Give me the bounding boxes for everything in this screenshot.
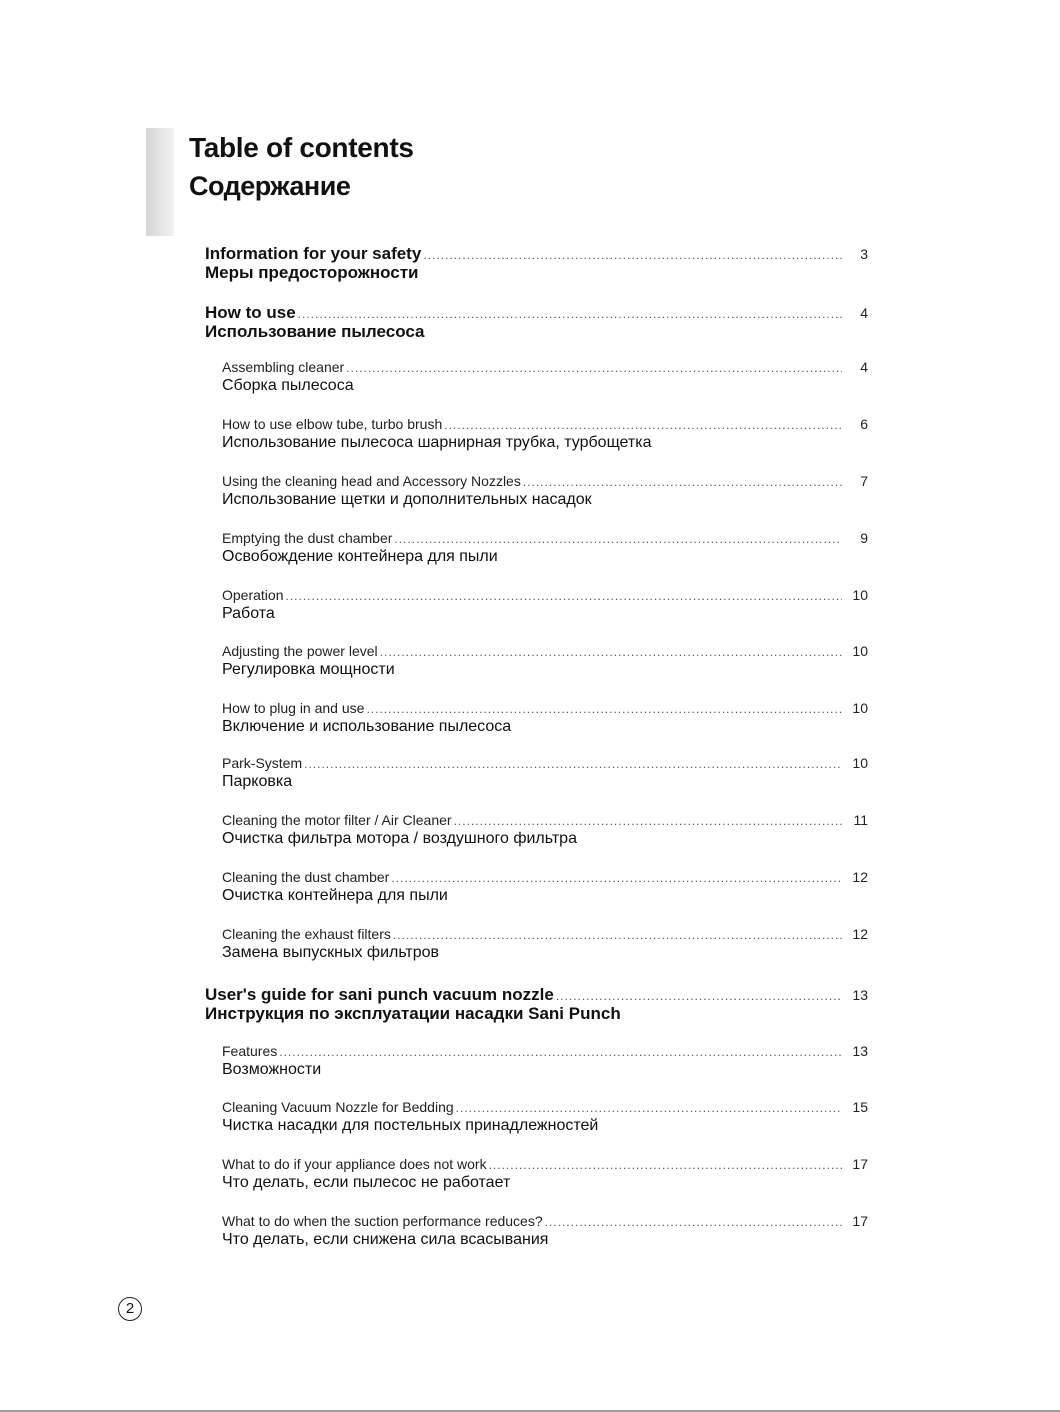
toc-entry-title-russian: Что делать, если снижена сила всасывания [222,1231,549,1248]
toc-entry-title-russian: Очистка контейнера для пыли [222,887,448,904]
toc-entry-title: What to do if your appliance does not work [222,1156,487,1172]
toc-entry-page: 12 [852,869,868,885]
toc-entry-title: Features [222,1043,278,1059]
toc-entry-title: How to use elbow tube, turbo brush [222,416,443,432]
toc-entry-line [222,812,868,828]
toc-entry-title: How to use [205,303,296,322]
toc-entry [205,244,868,284]
toc-entry-page: 13 [852,987,868,1003]
toc-entry-line [222,1043,868,1059]
toc-entry-title-russian: Меры предосторожности [205,263,419,282]
toc-entry [222,1156,868,1196]
dot-leader [394,532,842,546]
toc-entry-line [205,244,868,264]
toc-entry-title-russian: Работа [222,605,275,622]
toc-entry [222,812,868,852]
toc-entry-line [222,359,868,375]
toc-entry-title: What to do when the suction performance reduces? [222,1213,543,1229]
dot-leader [444,418,842,432]
toc-entry [222,1099,868,1139]
dot-leader [523,475,842,489]
toc-entry-page: 17 [852,1213,868,1229]
dot-leader [556,989,842,1003]
dot-leader [298,307,842,321]
toc-entry [222,1043,868,1083]
toc-entry [222,755,868,795]
toc-entry-title-russian: Инструкция по эксплуатации насадки Sani Punch [205,1004,621,1023]
toc-entry-title: Cleaning the exhaust filters [222,926,391,942]
toc-entry-title-russian: Использование щетки и дополнительных насадок [222,491,592,508]
dot-leader [456,1101,842,1115]
toc-entry-line [222,926,868,942]
toc-entry-line [222,1156,868,1172]
toc-entry-page: 17 [852,1156,868,1172]
toc-entry-title: How to plug in and use [222,700,365,716]
toc-entry-title: Operation [222,587,284,603]
toc-entry-title-russian: Использование пылесоса шарнирная трубка, турбощетка [222,434,652,451]
toc-entry-title: Emptying the dust chamber [222,530,393,546]
toc-entry-line [222,869,868,885]
toc-entry-page: 7 [860,473,868,489]
toc-entry [222,587,868,627]
toc-entry-line [222,643,868,659]
page-number-badge: 2 [118,1297,142,1321]
toc-entry-title: Cleaning the dust chamber [222,869,390,885]
toc-entry-title: User's guide for sani punch vacuum nozzle [205,985,554,1004]
toc-entry-page: 10 [852,587,868,603]
page-title-russian: Содержание [189,171,351,201]
toc-entry [205,985,868,1025]
toc-entry [222,926,868,966]
toc-entry [222,700,868,740]
toc-entry-page: 3 [860,246,868,262]
toc-entry-page: 15 [852,1099,868,1115]
toc-entry-line [205,303,868,323]
toc-entry-title-russian: Парковка [222,773,293,790]
dot-leader [304,757,842,771]
dot-leader [391,871,842,885]
toc-entry [222,643,868,683]
toc-entry-line [222,530,868,546]
toc-entry-title: Assembling cleaner [222,359,345,375]
toc-entry-line [222,700,868,716]
dot-leader [489,1158,842,1172]
toc-entry-page: 12 [852,926,868,942]
dot-leader [285,589,842,603]
toc-entry-line [222,473,868,489]
toc-entry-page: 4 [860,305,868,321]
toc-entry-page: 11 [853,812,868,828]
toc-entry [222,530,868,570]
toc-entry-page: 10 [852,643,868,659]
toc-entry-page: 9 [860,530,868,546]
toc-entry-title-russian: Включение и использование пылесоса [222,718,512,735]
toc-entry-title-russian: Регулировка мощности [222,661,395,678]
toc-entry-title-russian: Что делать, если пылесос не работает [222,1174,511,1191]
dot-leader [423,248,842,262]
toc-entry-title: Adjusting the power level [222,643,378,659]
toc-entry [222,473,868,513]
toc-entry-line [222,1213,868,1229]
toc-entry-title-russian: Замена выпускных фильтров [222,944,440,961]
toc-entry [222,359,868,399]
dot-leader [380,645,842,659]
toc-entry-title-russian: Возможности [222,1061,322,1078]
toc-entry-title: Information for your safety [205,244,422,263]
dot-leader [454,814,842,828]
dot-leader [393,928,842,942]
dot-leader [346,361,842,375]
toc-entry [222,1213,868,1253]
toc-entry [222,416,868,456]
toc-entry-line [222,755,868,771]
toc-entry-page: 13 [852,1043,868,1059]
toc-entry-title: Using the cleaning head and Accessory Nozzles [222,473,521,489]
toc-entry-page: 10 [852,700,868,716]
toc-entry [222,869,868,909]
toc-entry-line [222,1099,868,1115]
dot-leader [545,1215,842,1229]
toc-entry-title-russian: Очистка фильтра мотора / воздушного фильтра [222,830,577,847]
toc-entry-title: Cleaning Vacuum Nozzle for Bedding [222,1099,454,1115]
toc-entry-title-russian: Сборка пылесоса [222,377,354,394]
toc-entry-line [205,985,868,1005]
dot-leader [279,1045,842,1059]
toc-entry-title-russian: Освобождение контейнера для пыли [222,548,498,565]
dot-leader [366,702,842,716]
toc-entry-line [222,416,868,432]
toc-entry-page: 4 [860,359,868,375]
toc-entry-title-russian: Использование пылесоса [205,322,425,341]
toc-entry-title-russian: Чистка насадки для постельных принадлежностей [222,1117,599,1134]
toc-entry [205,303,868,343]
toc-entry-page: 6 [860,416,868,432]
toc-entry-title: Park-System [222,755,303,771]
toc-entry-title: Cleaning the motor filter / Air Cleaner [222,812,452,828]
toc-entry-line [222,587,868,603]
page-title: Table of contents [189,132,414,163]
toc-entry-page: 10 [852,755,868,771]
